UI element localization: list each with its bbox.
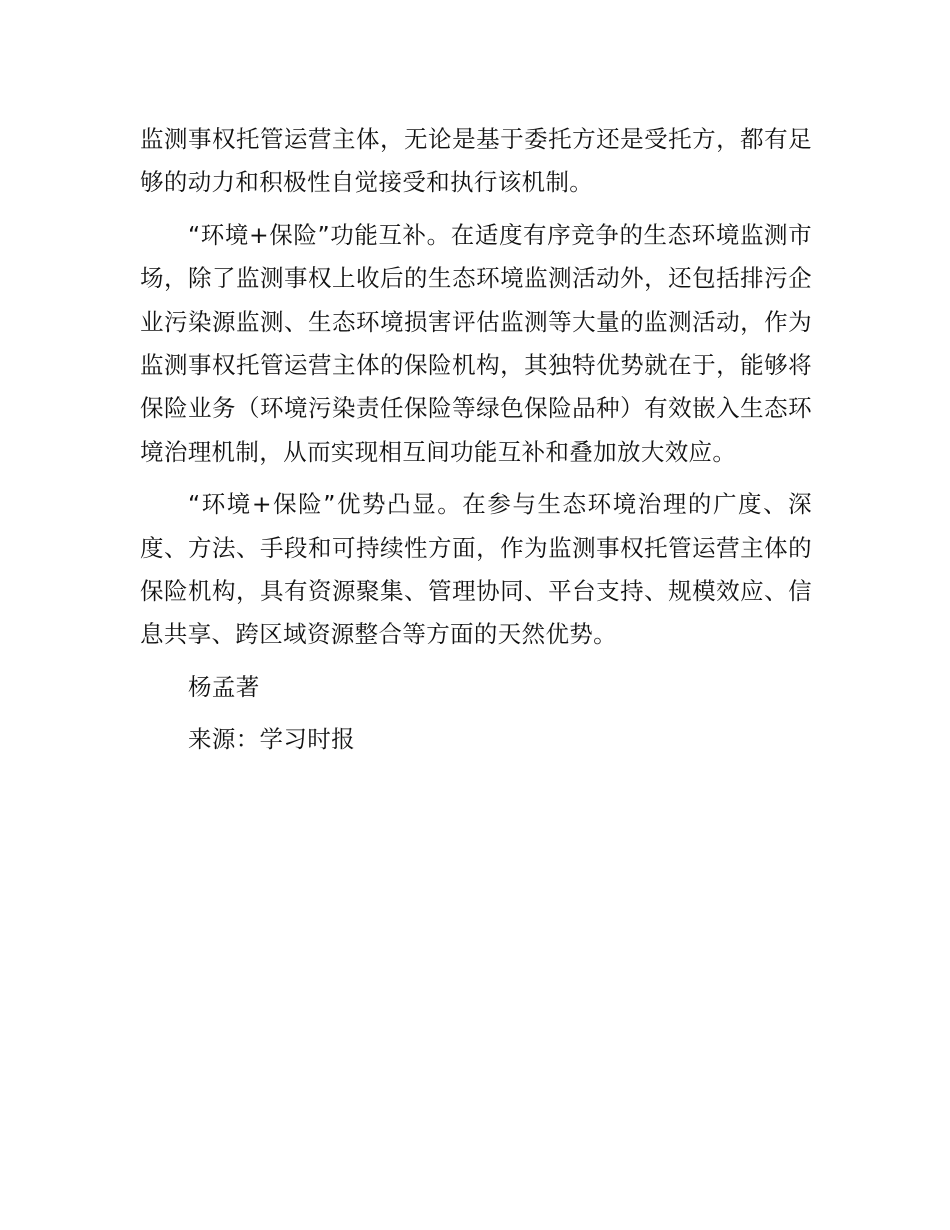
source-line: 来源：学习时报: [188, 725, 355, 754]
author-line: 杨孟著: [188, 672, 260, 701]
paragraph-continuation: 监测事权托管运营主体，无论是基于委托方还是受托方，都有足够的动力和积极性自觉接受和执行该机制。: [140, 125, 812, 197]
document-body: [140, 118, 812, 771]
paragraph-advantage: “环境+保险”优势凸显。在参与生态环境治理的广度、深度、方法、手段和可持续性方面，作为监测事权托管运营主体的保险机构，具有资源聚集、管理协同、平台支持、规模效应、信息共享、跨区域资源整合等方面的天然优势。: [140, 490, 812, 649]
paragraph-function-complement: “环境+保险”功能互补。在适度有序竞争的生态环境监测市场，除了监测事权上收后的生态环境监测活动外，还包括排污企业污染源监测、生态环境损害评估监测等大量的监测活动，作为监测事权托管运营主体的保险机构，其独特优势就在于，能够将保险业务（环境污染责任保险等绿色保险品种）有效嵌入生态环境治理机制，从而实现相互间功能互补和叠加放大效应。: [140, 220, 812, 466]
